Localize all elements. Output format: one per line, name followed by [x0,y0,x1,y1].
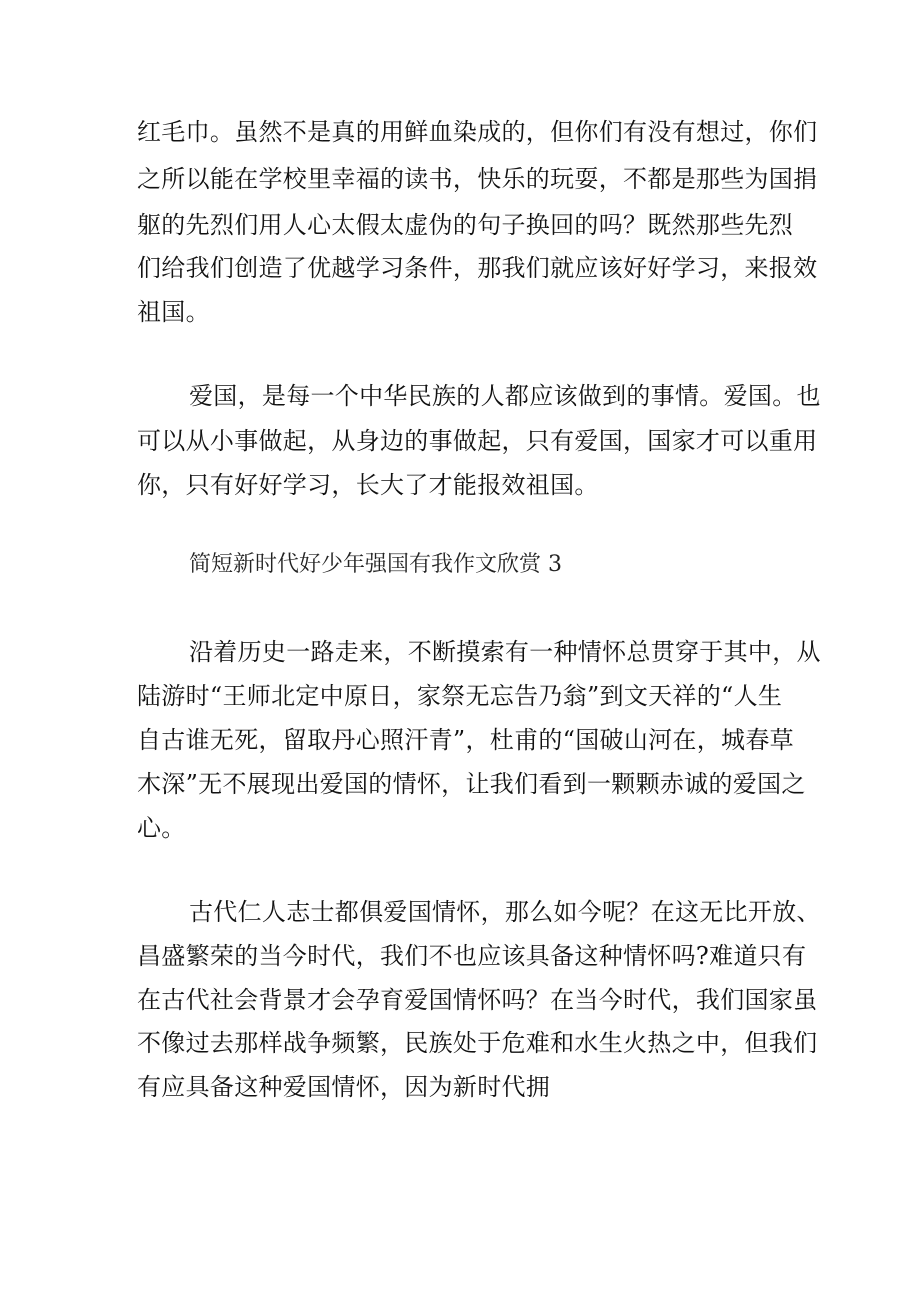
paragraph-4-line-3: 在古代社会背景才会孕育爱国情怀吗？在当今时代，我们国家虽 [137,986,818,1014]
paragraph-4-line-1: 古代仁人志士都俱爱国情怀，那么如今呢？在这无比开放、 [189,898,821,926]
paragraph-3-line-4: 木深”无不展现出爱国的情怀，让我们看到一颗颗赤诚的爱国之 [137,770,806,798]
section-heading: 简短新时代好少年强国有我作文欣赏 3 [189,552,562,577]
paragraph-1-line-2: 之所以能在学校里幸福的读书，快乐的玩耍，不都是那些为国捐 [137,165,818,193]
paragraph-1-line-3: 躯的先烈们用人心太假太虚伪的句子换回的吗？既然那些先烈 [137,211,794,239]
paragraph-1-line-1: 红毛巾。虽然不是真的用鲜血染成的，但你们有没有想过，你们 [137,118,818,146]
paragraph-3-line-2: 陆游时“王师北定中原日，家祭无忘告乃翁”到文天祥的“人生 [137,682,783,710]
paragraph-3-line-5: 心。 [137,814,186,842]
paragraph-1-line-4: 们给我们创造了优越学习条件，那我们就应该好好学习，来报效 [137,254,818,282]
paragraph-4-line-4: 不像过去那样战争频繁，民族处于危难和水生火热之中，但我们 [137,1029,818,1057]
paragraph-2-line-1: 爱国，是每一个中华民族的人都应该做到的事情。爱国。也 [189,382,821,410]
paragraph-2-line-2: 可以从小事做起，从身边的事做起，只有爱国，国家才可以重用 [137,427,818,455]
paragraph-2-line-3: 你，只有好好学习，长大了才能报效祖国。 [137,471,599,499]
paragraph-3-line-1: 沿着历史一路走来，不断摸索有一种情怀总贯穿于其中，从 [189,638,821,666]
paragraph-1-line-5: 祖国。 [137,298,210,326]
paragraph-3-line-3: 自古谁无死，留取丹心照汗青”，杜甫的“国破山河在，城春草 [137,726,794,754]
paragraph-4-line-5: 有应具备这种爱国情怀，因为新时代拥 [137,1073,551,1101]
paragraph-4-line-2: 昌盛繁荣的当今时代，我们不也应该具备这种情怀吗?难道只有 [137,942,807,970]
